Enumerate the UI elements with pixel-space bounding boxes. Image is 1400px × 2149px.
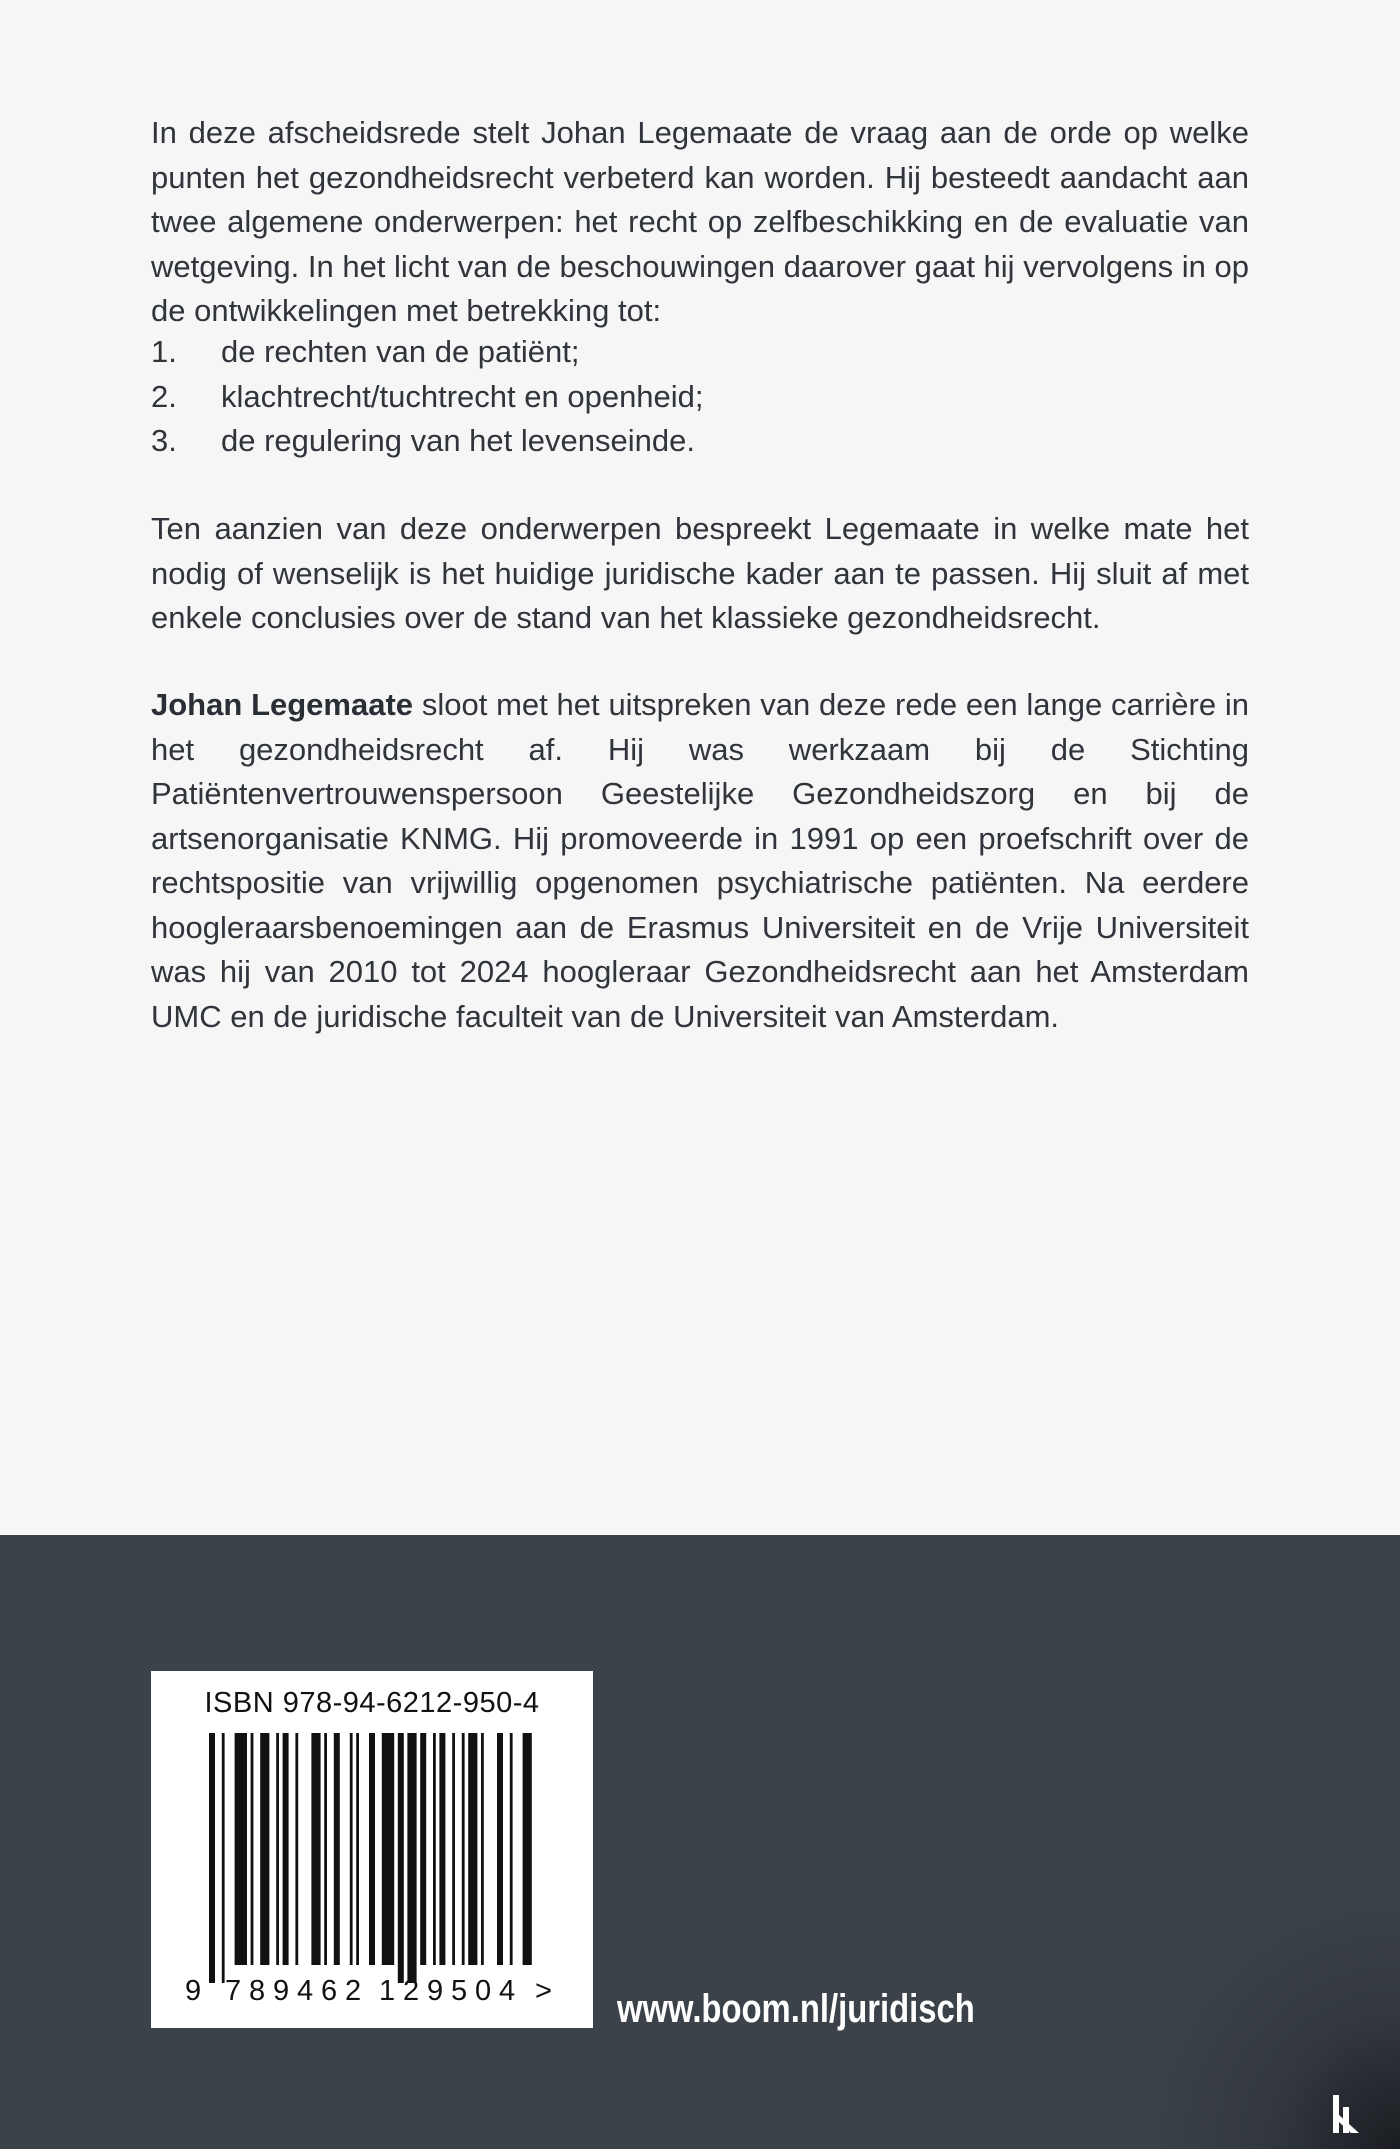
- barcode-digit: 4: [499, 1975, 516, 2007]
- barcode-bar: [295, 1733, 298, 1965]
- isbn-label: ISBN 978-94-6212-950-4: [204, 1687, 540, 1719]
- barcode-bar: [260, 1733, 269, 1965]
- intro-paragraph-block: [151, 111, 1249, 334]
- barcode-bar: [369, 1733, 375, 1965]
- barcode-bar: [222, 1733, 225, 1983]
- barcode-bar: [276, 1733, 279, 1965]
- list-item-number: 2.: [151, 378, 177, 414]
- second-paragraph: Ten aanzien van deze onderwerpen bespreekt Legemaate in welke mate het nodig of wenselijk is het huidige juridische kader aan te passen. Hij sluit af met enkele conclusies over de stand van het klassieke gezondheidsrecht.: [151, 511, 1249, 635]
- barcode-bar: [462, 1733, 465, 1965]
- list-item-text: de rechten van de patiënt;: [221, 334, 580, 369]
- topic-list: [151, 330, 1249, 464]
- barcode-digit: 6: [321, 1975, 338, 2007]
- barcode-bar: [209, 1733, 215, 1983]
- barcode-bar: [382, 1733, 394, 1965]
- barcode-bar: [324, 1733, 327, 1965]
- barcode-digit: 5: [451, 1975, 468, 2007]
- barcode-digit: 0: [475, 1975, 492, 2007]
- barcode-digit: 8: [249, 1975, 266, 2007]
- barcode-bar: [334, 1733, 340, 1965]
- barcode-bar: [481, 1733, 484, 1965]
- publisher-logo-icon: [1325, 2089, 1373, 2137]
- barcode-digit: 9: [273, 1975, 290, 2007]
- barcode-bar: [407, 1733, 416, 1983]
- barcode-bar: [311, 1733, 320, 1965]
- barcode-digit: 2: [345, 1975, 362, 2007]
- list-item: [151, 419, 1249, 464]
- barcode-bar: [235, 1733, 247, 1965]
- barcode-bar: [350, 1733, 353, 1965]
- intro-paragraph: In deze afscheidsrede stelt Johan Legemaate de vraag aan de orde op welke punten het gezondheidsrecht verbeterd kan worden. Hij besteedt aandacht aan twee algemene onderwerpen: het recht op zelfbeschikking en de evaluatie van wetgeving. In het licht van de beschouwingen daarover gaat hij vervolgens in op de ontwikkelingen met betrekking tot:: [151, 115, 1249, 328]
- second-paragraph-block: [151, 507, 1249, 641]
- barcode-bar: [251, 1733, 254, 1965]
- list-item-number: 3.: [151, 423, 177, 458]
- barcode-digit: 2: [403, 1975, 420, 2007]
- barcode-bar: [356, 1733, 359, 1965]
- barcode-bar: [433, 1733, 436, 1965]
- list-item-text: de regulering van het levenseinde.: [221, 423, 695, 458]
- list-item-text: klachtrecht/tuchtrecht en openheid;: [221, 378, 704, 414]
- barcode-bar: [452, 1733, 455, 1965]
- barcode-digit: 9: [427, 1975, 444, 2007]
- barcode-digit: 9: [185, 1975, 202, 2007]
- barcode-bar: [398, 1733, 404, 1983]
- author-name: Johan Legemaate: [151, 687, 414, 722]
- barcode-bar: [497, 1733, 503, 1965]
- barcode-digit: >: [535, 1975, 553, 2007]
- barcode-bar: [523, 1733, 532, 1965]
- list-item: [151, 375, 1249, 420]
- barcode-digit: 7: [225, 1975, 242, 2007]
- barcode-digit: 1: [379, 1975, 396, 2007]
- author-bio-text: sloot met het uitspreken van deze rede een lange carrière in het gezondheidsrecht af. Hij was werkzaam bij de Stichting Patiëntenvertrouwenspersoon Geestelijke Gezondheidszorg en bij de artsenorganisatie KNMG. Hij promoveerde in 1991 op een proefschrift over de rechtspositie van vrijwillig opgenomen psychiatrische patiënten. Na eerdere hoogleraarsbenoemingen aan de Erasmus Universiteit en de Vrije Universiteit was hij van 2010 tot 2024 hoogleraar Gezondheidsrecht aan het Amsterdam UMC en de juridische faculteit van de Universiteit van Amsterdam.: [151, 687, 1249, 1034]
- barcode-bar: [468, 1733, 477, 1965]
- barcode-bar: [283, 1733, 289, 1965]
- isbn-barcode: [151, 1671, 593, 2028]
- barcode-bars: [209, 1733, 535, 1983]
- author-bio: [151, 683, 1249, 1039]
- publisher-website[interactable]: www.boom.nl/juridisch: [617, 1987, 975, 2031]
- barcode-bar: [439, 1733, 445, 1965]
- list-item-number: 1.: [151, 334, 177, 369]
- list-item: [151, 330, 1249, 375]
- author-bio-block: [151, 683, 1249, 1039]
- barcode-digit: 4: [297, 1975, 314, 2007]
- barcode-bar: [510, 1733, 513, 1965]
- barcode-bar: [420, 1733, 426, 1965]
